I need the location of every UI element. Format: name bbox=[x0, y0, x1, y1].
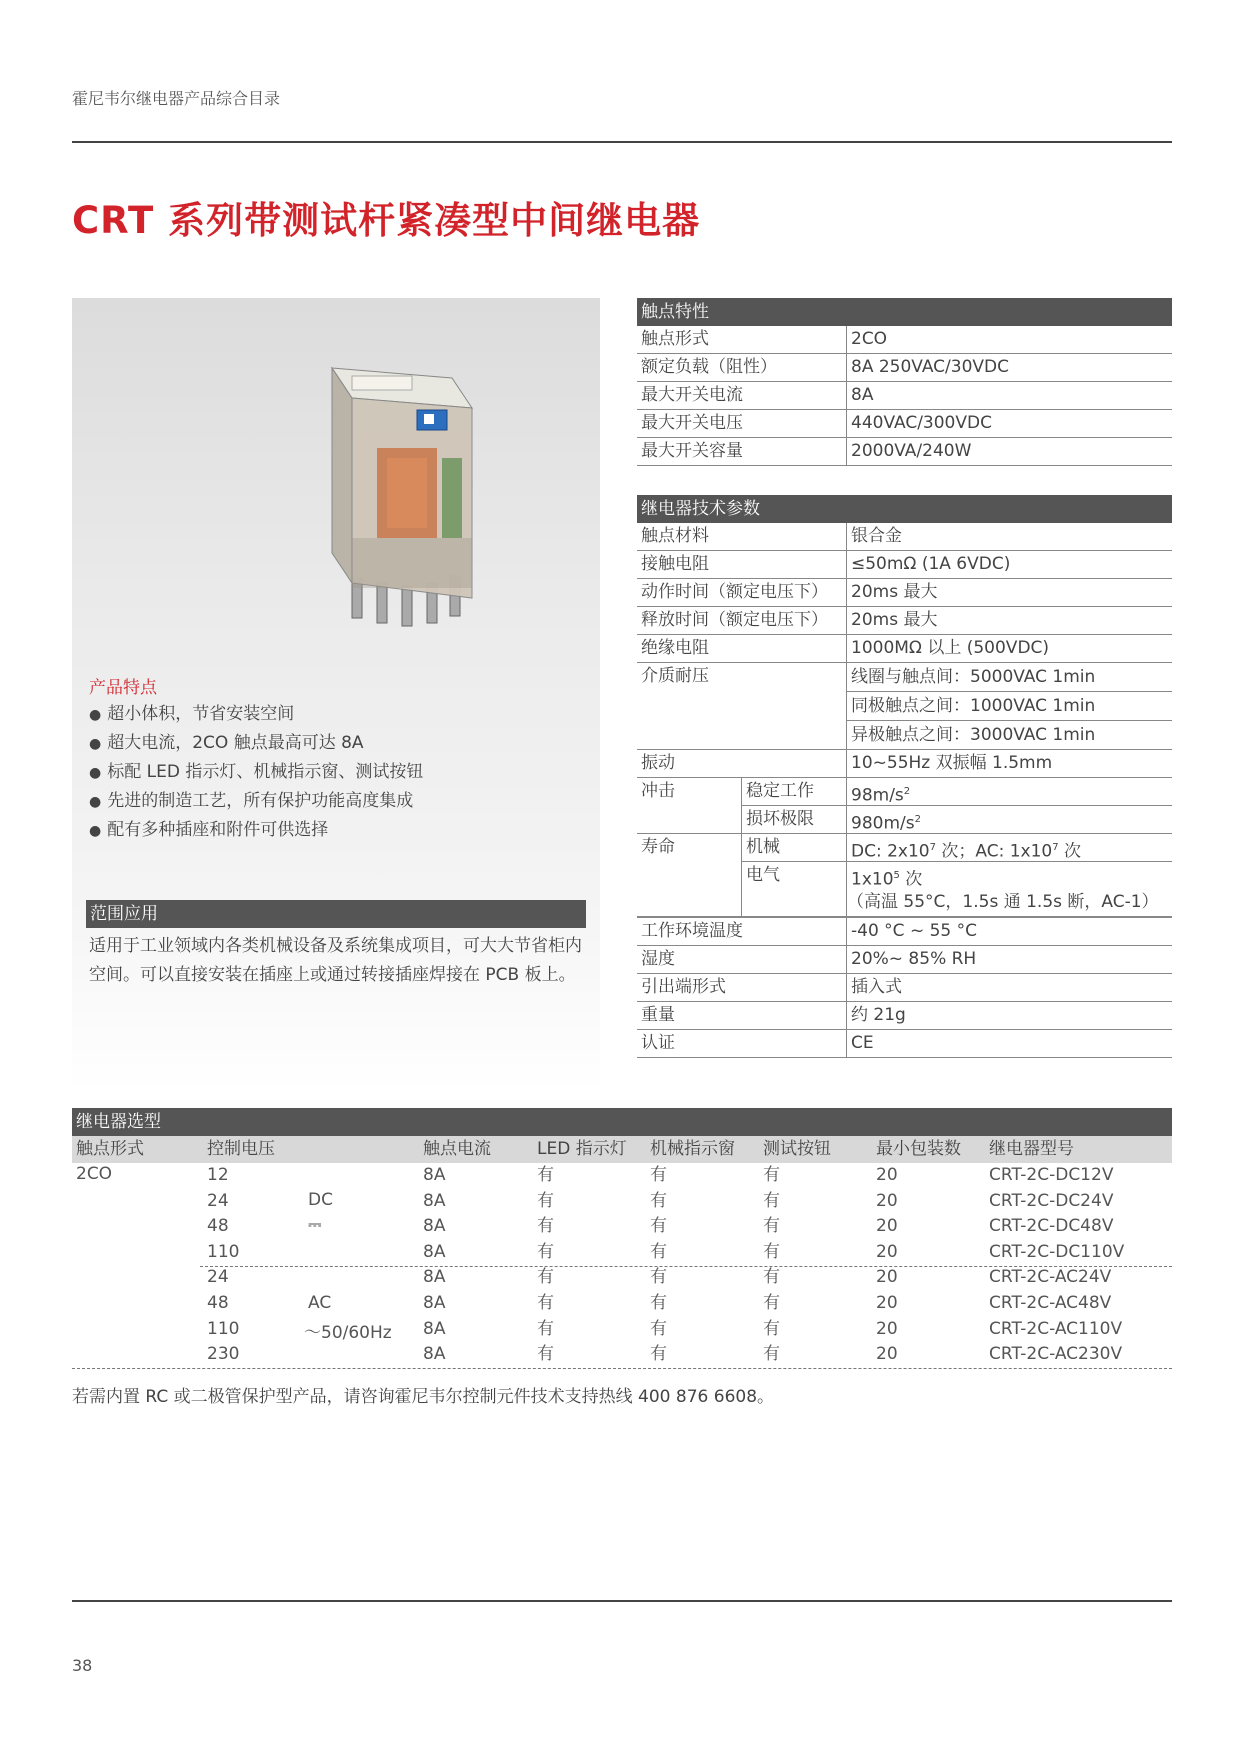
spec-value: 异极触点之间：3000VAC 1min bbox=[851, 725, 1096, 745]
cell-voltage: 48 bbox=[207, 1293, 229, 1313]
spec-row bbox=[637, 607, 1172, 635]
dc-label: DC bbox=[308, 1190, 333, 1210]
selection-row bbox=[72, 1265, 1172, 1290]
selection-title-bar bbox=[72, 1108, 1172, 1136]
column-header: 控制电压 bbox=[207, 1139, 275, 1159]
spec-label: 寿命 bbox=[637, 834, 742, 916]
spec-row bbox=[637, 974, 1172, 1002]
spec-value: 10~55Hz 双振幅 1.5mm bbox=[851, 753, 1053, 773]
product-panel bbox=[72, 298, 600, 1093]
spec-row bbox=[637, 551, 1172, 579]
spec-label: 工作环境温度 bbox=[637, 918, 847, 945]
cell-test: 有 bbox=[763, 1216, 780, 1237]
page-number: 38 bbox=[72, 1656, 93, 1675]
feature-item: ● 标配 LED 指示灯、机械指示窗、测试按钮 bbox=[89, 758, 423, 787]
cell-mech: 有 bbox=[650, 1216, 667, 1237]
footer-divider bbox=[72, 1600, 1172, 1602]
contact-form-cell: 2CO bbox=[76, 1164, 113, 1184]
cell-voltage: 110 bbox=[207, 1241, 240, 1262]
column-header: 最小包装数 bbox=[876, 1139, 961, 1159]
column-header: 继电器型号 bbox=[989, 1139, 1074, 1159]
ac-label: AC bbox=[308, 1293, 332, 1313]
spec-row bbox=[637, 778, 1172, 834]
spec-value: -40 °C ~ 55 °C bbox=[851, 921, 977, 941]
scope-title-bar bbox=[86, 900, 586, 928]
selection-row bbox=[72, 1214, 1172, 1239]
feature-item: ● 超大电流，2CO 触点最高可达 8A bbox=[89, 729, 423, 758]
selection-row bbox=[72, 1291, 1172, 1316]
selection-row bbox=[72, 1189, 1172, 1214]
spec-row bbox=[637, 917, 1172, 946]
cell-pack: 20 bbox=[876, 1216, 898, 1237]
contact-spec-table bbox=[637, 298, 1172, 466]
cell-mech: 有 bbox=[650, 1267, 667, 1288]
spec-label: 触点材料 bbox=[637, 523, 847, 550]
cell-mech: 有 bbox=[650, 1241, 667, 1262]
spec-value: 8A 250VAC/30VDC bbox=[851, 357, 1009, 377]
cell-test: 有 bbox=[763, 1318, 780, 1339]
spec-label: 触点形式 bbox=[637, 326, 847, 353]
cell-mech: 有 bbox=[650, 1318, 667, 1339]
cell-voltage: 24 bbox=[207, 1267, 229, 1288]
cell-test: 有 bbox=[763, 1241, 780, 1262]
feature-item: ● 超小体积，节省安装空间 bbox=[89, 700, 423, 729]
cell-mech: 有 bbox=[650, 1165, 667, 1185]
cell-model: CRT-2C-AC110V bbox=[989, 1318, 1123, 1339]
cell-current: 8A bbox=[423, 1216, 446, 1237]
selection-column-headers bbox=[72, 1136, 1172, 1163]
dc-ac-divider bbox=[200, 1266, 1172, 1267]
cell-test: 有 bbox=[763, 1165, 780, 1185]
cell-pack: 20 bbox=[876, 1241, 898, 1262]
spec-value: 线圈与触点间：5000VAC 1min bbox=[847, 663, 1172, 692]
column-header: 触点电流 bbox=[423, 1139, 491, 1159]
relay-spec-table bbox=[637, 495, 1172, 1058]
cell-model: CRT-2C-DC110V bbox=[989, 1241, 1125, 1262]
relay-product-image bbox=[252, 338, 552, 638]
cell-current: 8A bbox=[423, 1190, 446, 1211]
spec-label: 介质耐压 bbox=[637, 663, 847, 749]
cell-pack: 20 bbox=[876, 1344, 898, 1365]
spec-label: 认证 bbox=[637, 1030, 847, 1057]
cell-mech: 有 bbox=[650, 1190, 667, 1211]
spec-value: 2CO bbox=[851, 329, 888, 349]
spec-label: 最大开关电流 bbox=[637, 382, 847, 409]
spec-row bbox=[637, 523, 1172, 551]
cell-current: 8A bbox=[423, 1318, 446, 1339]
cell-led: 有 bbox=[537, 1344, 554, 1365]
spec-value: $98m/s^2$ bbox=[851, 785, 911, 806]
footnote: 若需内置 RC 或二极管保护型产品，请咨询霍尼韦尔控制元件技术支持热线 400 876 6608。 bbox=[72, 1387, 775, 1407]
spec-label: 最大开关容量 bbox=[637, 438, 847, 465]
spec-label: 湿度 bbox=[637, 946, 847, 973]
features-list bbox=[89, 700, 423, 845]
spec-value: 银合金 bbox=[851, 526, 902, 546]
spec-label: 振动 bbox=[637, 750, 847, 777]
relay-spec-title: 继电器技术参数 bbox=[637, 495, 1172, 523]
spec-value: 8A bbox=[851, 385, 874, 405]
spec-row bbox=[637, 579, 1172, 607]
cell-current: 8A bbox=[423, 1267, 446, 1288]
spec-sublabel: 稳定工作 bbox=[742, 778, 847, 805]
ac-symbol: ～50/60Hz bbox=[304, 1323, 392, 1343]
table-bottom-divider bbox=[72, 1368, 1172, 1369]
catalog-header: 霍尼韦尔继电器产品综合目录 bbox=[72, 89, 281, 108]
cell-test: 有 bbox=[763, 1267, 780, 1288]
spec-value: 20ms 最大 bbox=[851, 610, 938, 630]
spec-row bbox=[637, 382, 1172, 410]
spec-sublabel: 机械 bbox=[742, 834, 847, 861]
spec-row bbox=[637, 1002, 1172, 1030]
spec-value: 440VAC/300VDC bbox=[851, 413, 992, 433]
spec-row bbox=[637, 438, 1172, 466]
page-title: CRT 系列带测试杆紧凑型中间继电器 bbox=[72, 199, 701, 242]
spec-label: 重量 bbox=[637, 1002, 847, 1029]
spec-label: 引出端形式 bbox=[637, 974, 847, 1001]
spec-label: 接触电阻 bbox=[637, 551, 847, 578]
cell-test: 有 bbox=[763, 1344, 780, 1365]
spec-value: $980m/s^2$ bbox=[851, 813, 921, 834]
scope-title: 范围应用 bbox=[90, 904, 158, 924]
cell-current: 8A bbox=[423, 1293, 446, 1313]
cell-model: CRT-2C-DC24V bbox=[989, 1190, 1114, 1211]
cell-pack: 20 bbox=[876, 1318, 898, 1339]
column-header: 机械指示窗 bbox=[650, 1139, 735, 1159]
features-title: 产品特点 bbox=[89, 678, 157, 698]
spec-value: 20%~ 85% RH bbox=[851, 949, 977, 969]
spec-row bbox=[637, 326, 1172, 354]
cell-voltage: 24 bbox=[207, 1190, 229, 1211]
spec-label: 冲击 bbox=[637, 778, 742, 833]
spec-value: DC: $2x10^7$ 次；AC: $1x10^7$ 次 bbox=[851, 841, 1082, 862]
spec-label: 释放时间（额定电压下） bbox=[637, 607, 847, 634]
spec-row bbox=[637, 1030, 1172, 1058]
spec-value: 20ms 最大 bbox=[851, 582, 938, 602]
spec-row bbox=[637, 635, 1172, 663]
spec-row bbox=[637, 946, 1172, 974]
selection-row bbox=[72, 1240, 1172, 1265]
cell-current: 8A bbox=[423, 1165, 446, 1185]
cell-current: 8A bbox=[423, 1344, 446, 1365]
cell-pack: 20 bbox=[876, 1293, 898, 1313]
spec-label: 最大开关电压 bbox=[637, 410, 847, 437]
feature-item: ● 配有多种插座和附件可供选择 bbox=[89, 816, 423, 845]
cell-led: 有 bbox=[537, 1267, 554, 1288]
spec-sublabel: 损坏极限 bbox=[742, 806, 847, 833]
spec-value: 约 21g bbox=[851, 1005, 906, 1025]
spec-row bbox=[637, 663, 1172, 750]
cell-model: CRT-2C-AC48V bbox=[989, 1293, 1112, 1313]
cell-mech: 有 bbox=[650, 1293, 667, 1313]
cell-led: 有 bbox=[537, 1216, 554, 1237]
dc-symbol: ⎓ bbox=[308, 1215, 322, 1235]
spec-row bbox=[637, 410, 1172, 438]
cell-voltage: 110 bbox=[207, 1318, 240, 1339]
cell-model: CRT-2C-AC24V bbox=[989, 1267, 1112, 1288]
spec-value: $1x10^5$ 次 （高温 55°C，1.5s 通 1.5s 断，AC-1） bbox=[847, 869, 1159, 912]
column-header: LED 指示灯 bbox=[537, 1139, 627, 1159]
cell-model: CRT-2C-DC48V bbox=[989, 1216, 1114, 1237]
cell-voltage: 48 bbox=[207, 1216, 229, 1237]
cell-pack: 20 bbox=[876, 1165, 898, 1185]
cell-led: 有 bbox=[537, 1241, 554, 1262]
spec-row bbox=[637, 750, 1172, 778]
cell-voltage: 12 bbox=[207, 1165, 229, 1185]
selection-row bbox=[72, 1163, 1172, 1188]
cell-voltage: 230 bbox=[207, 1344, 240, 1365]
spec-value: 同极触点之间：1000VAC 1min bbox=[847, 692, 1172, 721]
spec-value: 1000MΩ 以上 (500VDC) bbox=[851, 638, 1050, 658]
spec-sublabel: 电气 bbox=[742, 862, 847, 916]
spec-value: ≤50mΩ (1A 6VDC) bbox=[851, 554, 1011, 574]
cell-led: 有 bbox=[537, 1293, 554, 1313]
cell-mech: 有 bbox=[650, 1344, 667, 1365]
spec-row bbox=[637, 354, 1172, 382]
cell-pack: 20 bbox=[876, 1267, 898, 1288]
feature-item: ● 先进的制造工艺，所有保护功能高度集成 bbox=[89, 787, 423, 816]
spec-value: 2000VA/240W bbox=[851, 441, 972, 461]
contact-spec-title: 触点特性 bbox=[637, 298, 1172, 326]
cell-model: CRT-2C-DC12V bbox=[989, 1165, 1114, 1185]
cell-led: 有 bbox=[537, 1190, 554, 1211]
cell-led: 有 bbox=[537, 1318, 554, 1339]
selection-row bbox=[72, 1342, 1172, 1367]
spec-label: 额定负载（阻性） bbox=[637, 354, 847, 381]
column-header: 触点形式 bbox=[76, 1139, 144, 1159]
cell-model: CRT-2C-AC230V bbox=[989, 1344, 1123, 1365]
cell-pack: 20 bbox=[876, 1190, 898, 1211]
cell-test: 有 bbox=[763, 1190, 780, 1211]
cell-test: 有 bbox=[763, 1293, 780, 1313]
selection-title: 继电器选型 bbox=[76, 1112, 161, 1132]
cell-led: 有 bbox=[537, 1165, 554, 1185]
spec-label: 绝缘电阻 bbox=[637, 635, 847, 662]
cell-current: 8A bbox=[423, 1241, 446, 1262]
column-header: 测试按钮 bbox=[763, 1139, 831, 1159]
spec-label: 动作时间（额定电压下） bbox=[637, 579, 847, 606]
spec-row bbox=[637, 834, 1172, 917]
spec-value: CE bbox=[851, 1033, 874, 1053]
scope-text: 适用于工业领域内各类机械设备及系统集成项目，可大大节省柜内空间。可以直接安装在插座上或通过转接插座焊接在 PCB 板上。 bbox=[89, 936, 582, 985]
spec-value: 插入式 bbox=[851, 977, 902, 997]
header-divider bbox=[72, 141, 1172, 143]
selection-row bbox=[72, 1317, 1172, 1342]
